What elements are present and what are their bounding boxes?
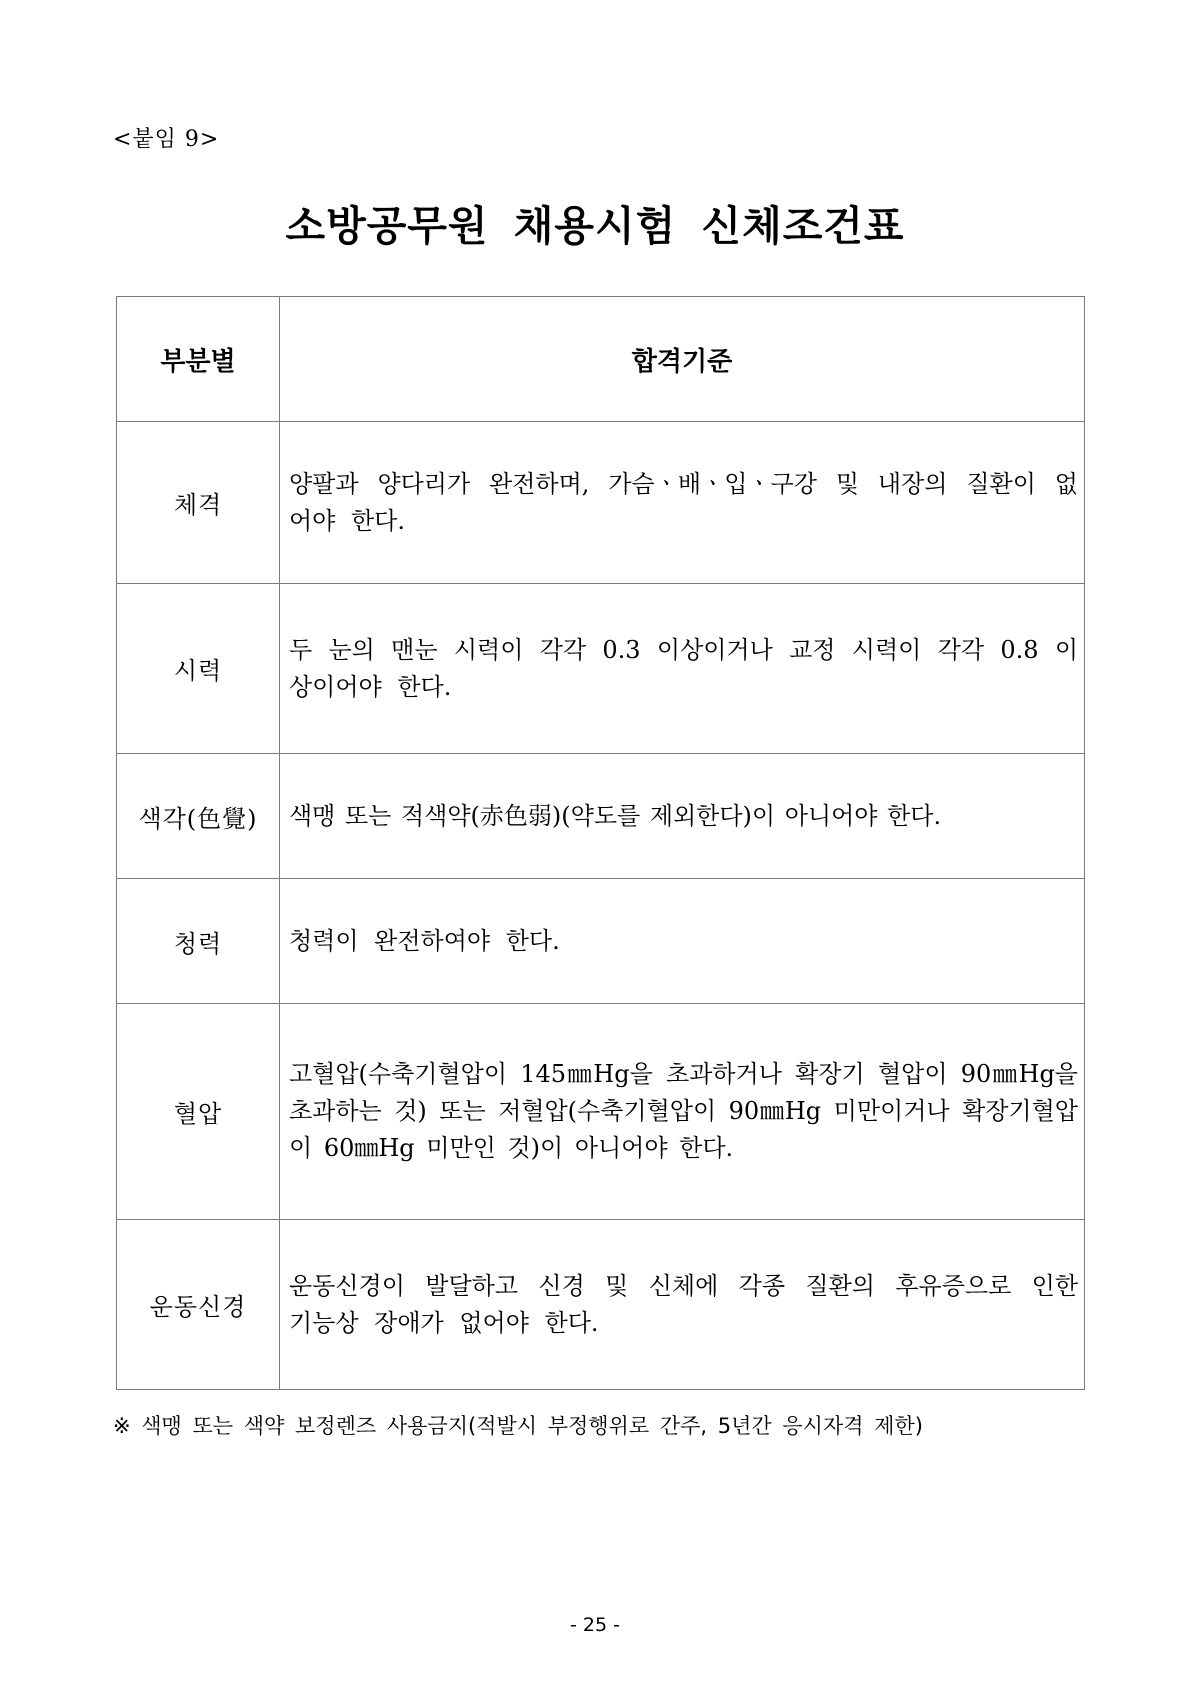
footnote: ※ 색맹 또는 색약 보정렌즈 사용금지(적발시 부정행위로 간주, 5년간 응시자격 제한) [113, 1414, 923, 1438]
row-criterion: 청력이 완전하여야 한다. [280, 879, 1085, 1004]
table-row [117, 1004, 1085, 1220]
header-criterion: 합격기준 [280, 297, 1085, 422]
row-criterion: 두 눈의 맨눈 시력이 각각 0.3 이상이거나 교정 시력이 각각 0.8 이상이어야 한다. [280, 584, 1085, 754]
physical-criteria-table [116, 296, 1085, 1390]
page-number: - 25 - [570, 1614, 620, 1636]
row-category: 운동신경 [117, 1220, 280, 1390]
attachment-label: <붙임 9> [113, 127, 220, 152]
row-criterion: 운동신경이 발달하고 신경 및 신체에 각종 질환의 후유증으로 인한 기능상 장애가 없어야 한다. [280, 1220, 1085, 1390]
row-category: 색각(色覺) [117, 754, 280, 879]
table-row [117, 1220, 1085, 1390]
table-row [117, 422, 1085, 584]
row-category: 체격 [117, 422, 280, 584]
table-header-row [117, 297, 1085, 422]
document-title: 소방공무원 채용시험 신체조건표 [285, 202, 905, 250]
table-row [117, 879, 1085, 1004]
row-criterion: 색맹 또는 적색약(赤色弱)(약도를 제외한다)이 아니어야 한다. [280, 754, 1085, 879]
table-row [117, 584, 1085, 754]
row-category: 청력 [117, 879, 280, 1004]
row-criterion: 고혈압(수축기혈압이 145㎜Hg을 초과하거나 확장기 혈압이 90㎜Hg을 초과하는 것) 또는 저혈압(수축기혈압이 90㎜Hg 미만이거나 확장기혈압이 60㎜Hg 미만인 것)이 아니어야 한다. [280, 1004, 1085, 1220]
row-category: 시력 [117, 584, 280, 754]
table-row [117, 754, 1085, 879]
row-criterion: 양팔과 양다리가 완전하며, 가슴ㆍ배ㆍ입ㆍ구강 및 내장의 질환이 없어야 한다. [280, 422, 1085, 584]
row-category: 혈압 [117, 1004, 280, 1220]
header-category: 부분별 [117, 297, 280, 422]
